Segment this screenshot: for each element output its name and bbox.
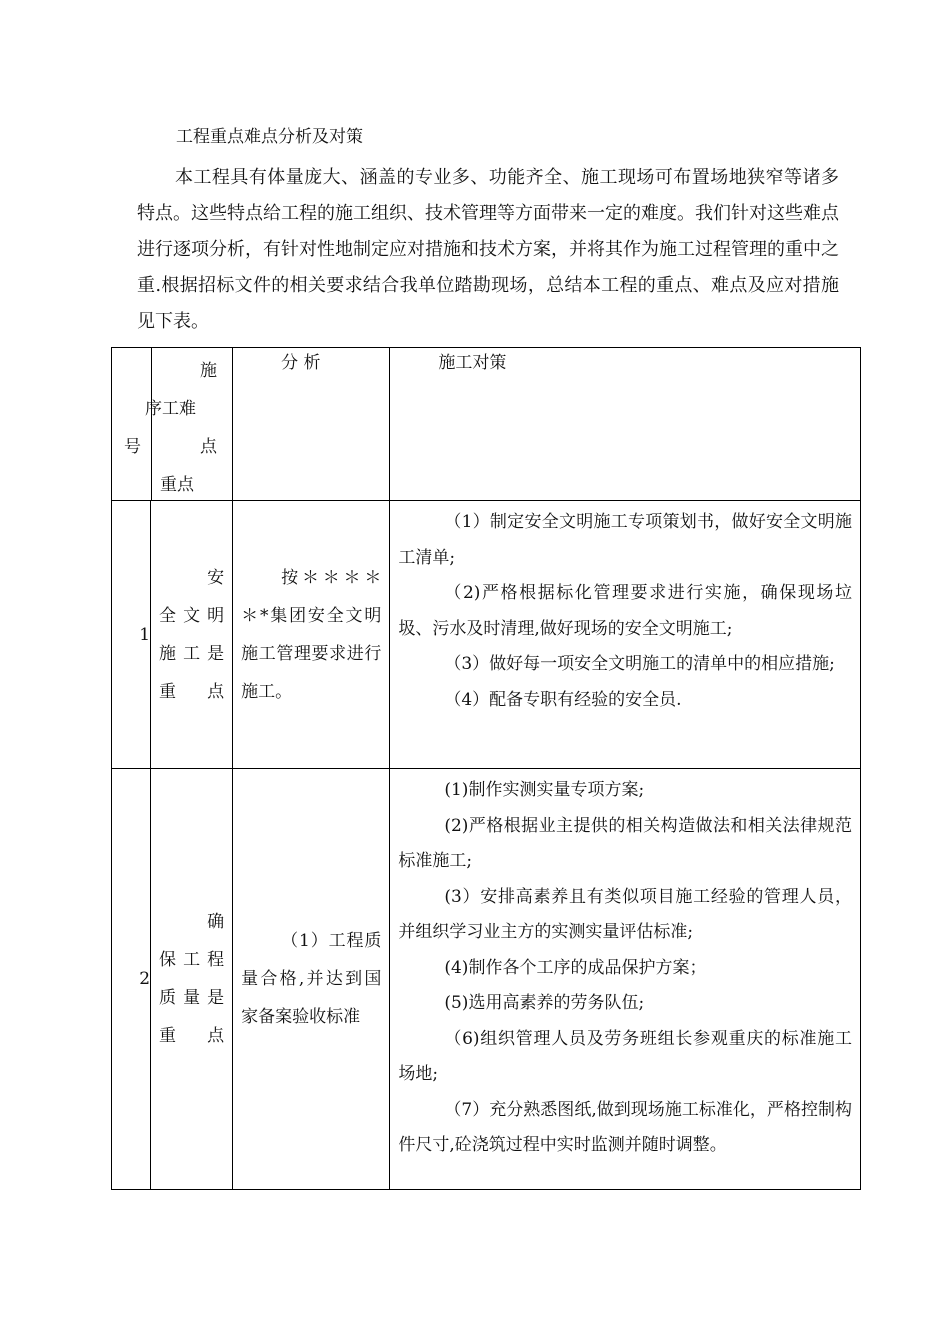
header-seq-no: 号 [124,437,141,457]
measure-item: (4)制作各个工序的成品保护方案； [444,957,707,978]
header-text-e: 重点 [160,475,194,495]
header-text-b: 序工难 [145,399,196,419]
measure-item: (1)制作实测实量专项方案; [444,780,645,800]
header-seq-name-cell [112,348,233,501]
table-row [112,501,861,769]
row-analysis: （1）工程质量合格,并达到国家备案验收标准 [233,769,390,1190]
row-number: 1 [112,501,151,769]
measure-item: （1）制定安全文明施工专项策划书，做好安全文明施工清单; [398,512,852,568]
analysis-table [111,347,861,1190]
header-measures: 施工对策 [390,348,861,501]
header-analysis: 分 析 [233,348,390,501]
row-measures [390,501,861,769]
measure-item: （4）配备专职有经验的安全员. [444,689,682,710]
table-header-row [112,348,861,501]
table-row [112,769,861,1190]
header-text-a: 施 [200,361,217,381]
measure-item: (5)选用高素养的劳务队伍; [444,993,645,1013]
measure-item: （6)组织管理人员及劳务班组长参观重庆的标准施工场地; [398,1028,852,1084]
row-analysis: 按＊＊＊＊＊*集团安全文明施工管理要求进行施工。 [233,501,390,769]
measure-item: (2)严格根据业主提供的相关构造做法和相关法律规范标准施工; [398,815,852,871]
document-title: 工程重点难点分析及对策 [176,127,363,147]
row-item-name-rest: 保工程质量是重点 [159,950,225,1046]
row-measures [390,769,861,1190]
intro-paragraph: 本工程具有体量庞大、涵盖的专业多、功能齐全、施工现场可布置场地狭窄等诸多特点。这些特点给工程的施工组织、技术管理等方面带来一定的难度。我们针对这些难点进行逐项分析，有针对性地制定应对措施和技术方案，并将其作为施工过程管理的重中之重.根据招标文件的相关要求结合我单位踏勘现场，总结本工程的重点、难点及应对措施见下表。 [137,167,839,332]
row-item-name-rest: 全文明施工是重点 [159,605,225,702]
row-number: 2 [112,769,151,1190]
row-item-name [151,769,233,1190]
measure-item: （7）充分熟悉图纸,做到现场施工标准化，严格控制构件尺寸,砼浇筑过程中实时监测并随时调整。 [398,1099,852,1155]
row-item-name-first: 安 [207,567,225,588]
row-item-name [151,501,233,769]
measure-item: （2)严格根据标化管理要求进行实施，确保现场垃圾、污水及时清理,做好现场的安全文明施工; [398,583,852,639]
measure-item: （3）做好每一项安全文明施工的清单中的相应措施; [444,654,835,674]
row-item-name-first: 确 [207,912,225,932]
measure-item: (3）安排高素养且有类似项目施工经验的管理人员，并组织学习业主方的实测实量评估标准; [398,886,852,942]
header-text-d: 点 [200,437,217,457]
